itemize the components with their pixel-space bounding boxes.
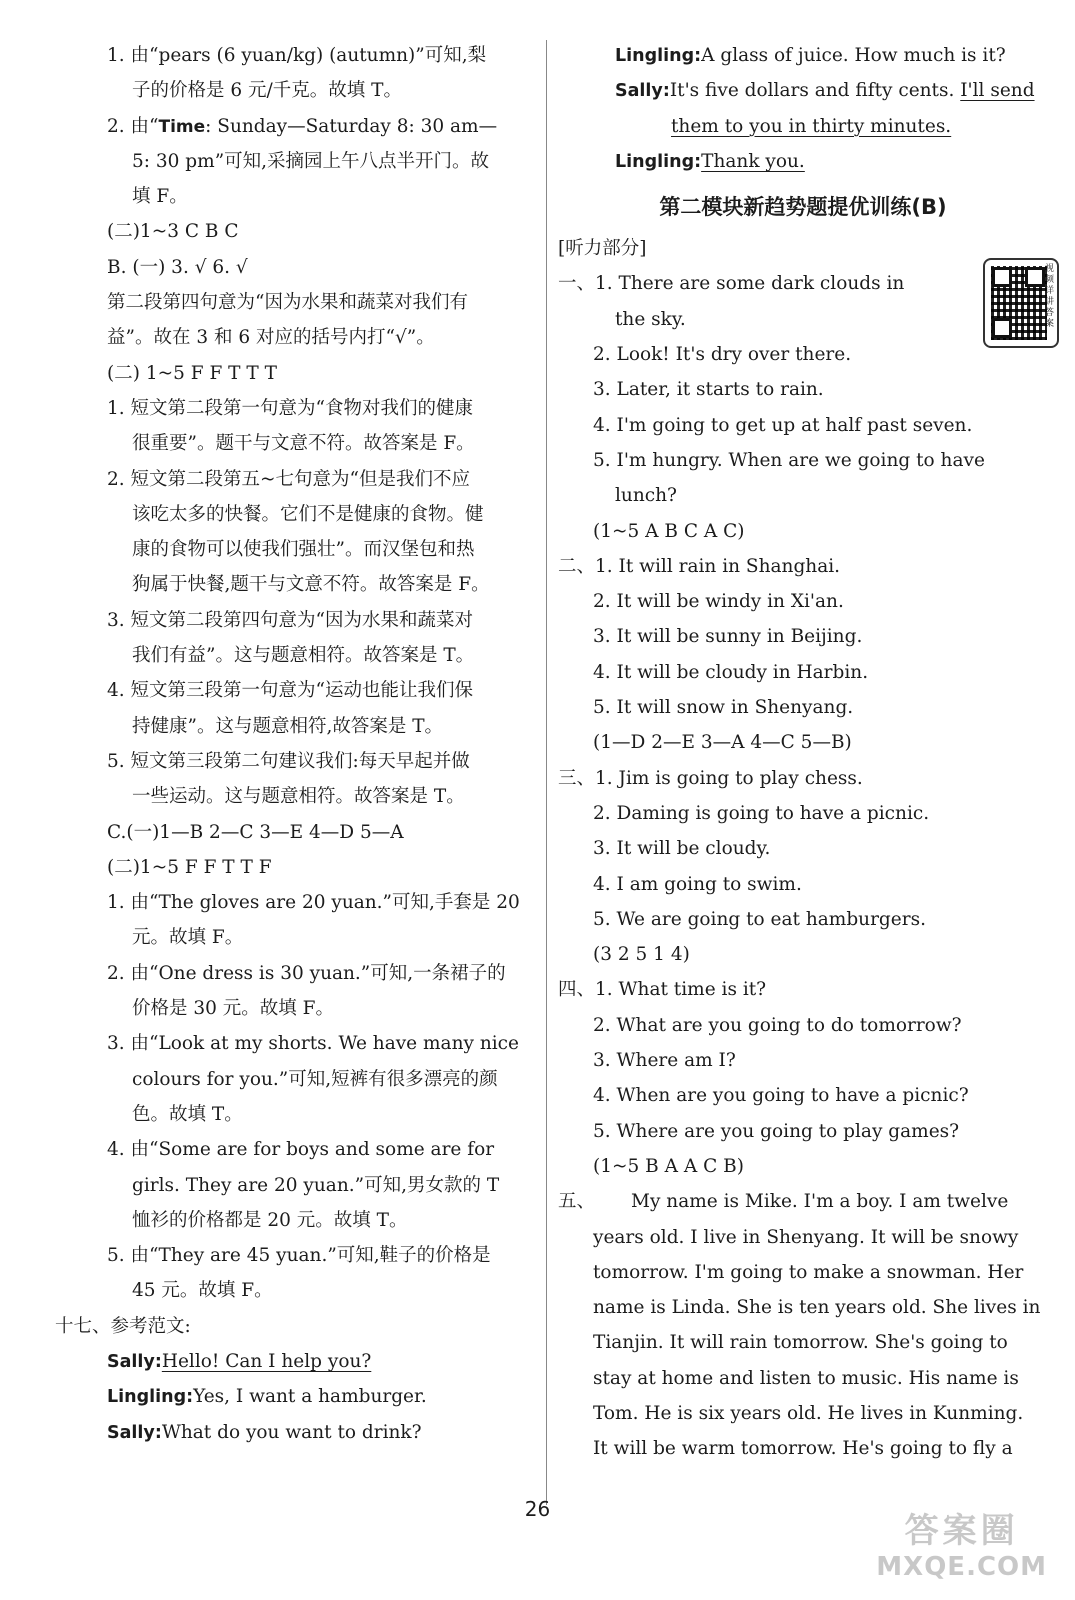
passage-line: stay at home and listen to music. His name is <box>593 1367 1019 1389</box>
answer-line: (1~5 B A A C B) <box>593 1155 744 1177</box>
text-line: 子的价格是 6 元/千克。故填 T。 <box>132 80 402 102</box>
text-line: colours for you.”可知,短裤有很多漂亮的颜 <box>132 1068 498 1090</box>
passage-text: My name is Mike. I'm a boy. I am twelve <box>631 1191 1009 1213</box>
text-line: 一、1. There are some dark clouds in <box>558 273 905 295</box>
section-label: 五、 <box>558 1191 596 1213</box>
passage-line <box>558 1184 1048 1219</box>
dialogue-text: It's five dollars and fifty cents. <box>669 80 961 102</box>
section-title: 第二模块新趋势题提优训练(B) <box>659 195 947 220</box>
text-line: 很重要”。题干与文意不符。故答案是 F。 <box>132 433 475 455</box>
text-line: lunch? <box>615 485 677 507</box>
text-line: 我们有益”。这与题意相符。故答案是 T。 <box>132 645 475 667</box>
speaker-name: Lingling: <box>615 46 702 66</box>
text-line: (二)1~5 F F T T F <box>107 856 272 878</box>
qr-finder <box>1025 267 1045 287</box>
text-line: 一些运动。这与题意相符。故答案是 T。 <box>132 786 465 808</box>
text-line: 价格是 30 元。故填 F。 <box>132 998 335 1020</box>
left-column <box>55 38 540 1450</box>
text-line: 该吃太多的快餐。它们不是健康的食物。健 <box>132 503 484 525</box>
text-line: 持健康”。这与题意相符,故答案是 T。 <box>132 715 444 737</box>
text-line: B. (一) 3. √ 6. √ <box>107 256 248 278</box>
text-line: 3. 短文第二段第四句意为“因为水果和蔬菜对 <box>107 609 473 631</box>
text-line: 5. I'm hungry. When are we going to have <box>593 449 985 471</box>
text-fragment: : Sunday—Saturday 8: 30 am— <box>205 115 498 137</box>
text-line: 5. We are going to eat hamburgers. <box>593 908 926 930</box>
text-line: 3. It will be sunny in Beijing. <box>593 626 863 648</box>
qr-finder <box>992 267 1012 287</box>
text-line: 四、1. What time is it? <box>558 979 767 1001</box>
passage-line: name is Linda. She is ten years old. She lives in <box>593 1297 1041 1319</box>
text-line <box>55 109 540 144</box>
dialogue-text: Yes, I want a hamburger. <box>193 1386 427 1408</box>
column-divider <box>546 40 547 1505</box>
dialogue-text-underlined: Thank you. <box>701 150 805 172</box>
passage-line: Tom. He is six years old. He lives in Kunming. <box>593 1402 1024 1424</box>
dialogue-line <box>558 109 1048 144</box>
text-line: 3. Later, it starts to rain. <box>593 379 824 401</box>
qr-code[interactable] <box>983 258 1059 348</box>
dialogue-text: Hello! Can I help you? <box>161 1350 372 1372</box>
text-line: 4. 由“Some are for boys and some are for <box>107 1139 495 1161</box>
text-line: 45 元。故填 F。 <box>132 1280 273 1302</box>
answer-line: (3 2 5 1 4) <box>593 944 690 966</box>
time-label: Time <box>158 116 206 137</box>
text-line: 5. 短文第三段第二句建议我们:每天早起并做 <box>107 750 470 772</box>
passage-line: Tianjin. It will rain tomorrow. She's going to <box>593 1332 1008 1354</box>
dialogue-line <box>558 144 1048 179</box>
text-line: 填 F。 <box>132 186 188 208</box>
text-line: 2. 由“One dress is 30 yuan.”可知,一条裙子的 <box>107 962 506 984</box>
text-line: 1. 由“pears (6 yuan/kg) (autumn)”可知,梨 <box>107 45 487 66</box>
text-line: 4. I am going to swim. <box>593 873 802 895</box>
text-line: the sky. <box>615 308 686 330</box>
dialogue-line <box>55 1344 540 1379</box>
passage-line: years old. I live in Shenyang. It will be snowy <box>593 1226 1019 1248</box>
text-line: 狗属于快餐,题干与文意不符。故答案是 F。 <box>132 574 490 596</box>
dialogue-text-underlined: I'll send <box>960 80 1035 102</box>
speaker-name: Sally: <box>615 81 670 102</box>
passage-line: It will be warm tomorrow. He's going to fly a <box>593 1438 1013 1460</box>
text-line: 2. Daming is going to have a picnic. <box>593 802 930 824</box>
text-line: 5: 30 pm”可知,采摘园上午八点半开门。故 <box>132 150 490 172</box>
answer-line: (1—D 2—E 3—A 4—C 5—B) <box>593 732 852 754</box>
text-line: 第二段第四句意为“因为水果和蔬菜对我们有 <box>107 292 468 314</box>
text-line: 元。故填 F。 <box>132 927 244 949</box>
speaker-name: Lingling: <box>615 151 702 172</box>
text-line: 1. 由“The gloves are 20 yuan.”可知,手套是 20 <box>107 892 520 914</box>
dialogue-line <box>55 1379 540 1414</box>
right-column <box>558 38 1048 1467</box>
listening-label: [听力部分] <box>558 238 647 260</box>
text-line: 5. It will snow in Shenyang. <box>593 697 854 719</box>
page-number: 26 <box>524 1497 551 1521</box>
text-line: 二、1. It will rain in Shanghai. <box>558 555 841 577</box>
dialogue-text: A glass of juice. How much is it? <box>701 45 1006 66</box>
watermark-text: 答案圈 <box>904 1511 1019 1551</box>
text-line: girls. They are 20 yuan.”可知,男女款的 T <box>132 1174 500 1196</box>
speaker-name: Lingling: <box>107 1387 194 1408</box>
text-line: (二) 1~5 F F T T T <box>107 362 277 384</box>
dialogue-text-underlined: them to you in thirty minutes. <box>671 115 952 137</box>
text-line: (二)1~3 C B C <box>107 221 239 243</box>
text-line: 4. It will be cloudy in Harbin. <box>593 661 869 683</box>
watermark-url: MXQE.COM <box>876 1552 1047 1582</box>
speaker-name: Sally: <box>107 1422 162 1443</box>
text-line: 色。故填 T。 <box>132 1103 243 1125</box>
text-line: 5. 由“They are 45 yuan.”可知,鞋子的价格是 <box>107 1245 491 1267</box>
text-line: 1. 短文第二段第一句意为“食物对我们的健康 <box>107 397 473 419</box>
text-line: 3. It will be cloudy. <box>593 838 771 860</box>
text-line: 2. What are you going to do tomorrow? <box>593 1014 962 1036</box>
qr-finder <box>992 318 1012 338</box>
passage-line: tomorrow. I'm going to make a snowman. Her <box>593 1261 1024 1283</box>
qr-caption: 视频详讲答案 <box>1045 264 1055 329</box>
text-line: 2. 短文第二段第五~七句意为“但是我们不应 <box>107 468 470 490</box>
answer-line: (1~5 A B C A C) <box>593 520 745 542</box>
dialogue-text: What do you want to drink? <box>161 1421 422 1443</box>
text-line: 3. Where am I? <box>593 1050 736 1072</box>
text-line: 恤衫的价格都是 20 元。故填 T。 <box>132 1209 408 1231</box>
section-heading: 十七、参考范文: <box>55 1315 191 1337</box>
text-line: C.(一)1—B 2—C 3—E 4—D 5—A <box>107 821 404 843</box>
text-line: 三、1. Jim is going to play chess. <box>558 767 863 789</box>
text-line: 4. 短文第三段第一句意为“运动也能让我们保 <box>107 680 473 702</box>
text-line: 3. 由“Look at my shorts. We have many nice <box>107 1033 519 1055</box>
text-line: 益”。故在 3 和 6 对应的括号内打“√”。 <box>107 327 435 349</box>
text-line: 康的食物可以使我们强壮”。而汉堡包和热 <box>132 539 475 561</box>
speaker-name: Sally: <box>107 1351 162 1372</box>
text-line: 4. When are you going to have a picnic? <box>593 1085 969 1107</box>
text-line: 5. Where are you going to play games? <box>593 1120 960 1142</box>
text-fragment: 2. 由“ <box>107 115 159 137</box>
text-line: 2. Look! It's dry over there. <box>593 344 852 366</box>
text-line: 2. It will be windy in Xi'an. <box>593 591 844 613</box>
dialogue-line <box>55 1415 540 1450</box>
text-line: 4. I'm going to get up at half past seven. <box>593 414 973 436</box>
dialogue-line <box>558 73 1048 108</box>
dialogue-line <box>558 38 1048 73</box>
watermark-logo <box>876 1503 1047 1582</box>
